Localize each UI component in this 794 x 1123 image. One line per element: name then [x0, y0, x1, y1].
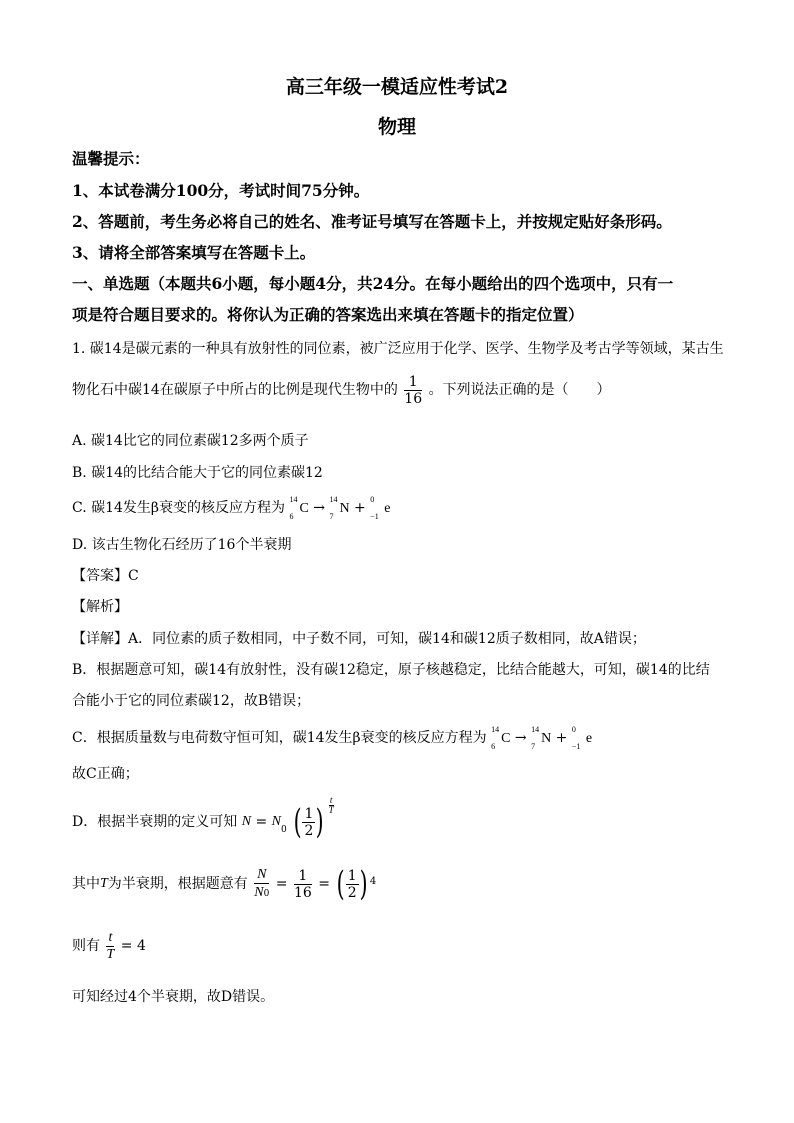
ratio-line [72, 862, 376, 906]
notice-heading: 温馨提示： [72, 149, 150, 168]
option-c [72, 495, 391, 521]
answer-label: 【答案】C [72, 568, 139, 584]
section-heading-line1: 一、单选题（本题共6小题，每小题4分，共24分。在每小题给出的四个选项中，只有一 [72, 274, 674, 293]
ratio-equals-1: = [275, 876, 288, 892]
detail-nuclide-electron: 0 −1 e [571, 725, 593, 751]
formula-n0-sub: 0 [281, 825, 287, 835]
detail-c [72, 725, 593, 751]
right-paren: ) [316, 802, 325, 842]
ratio-var-t: T [100, 876, 108, 891]
notice-item-2: 2、答题前，考生务必将自己的姓名、准考证号填写在答题卡上，并按规定贴好条形码。 [72, 212, 672, 231]
detail-nuclide-carbon: 14 6 C [491, 725, 511, 751]
plus-sign: + [354, 500, 366, 516]
option-a: A. 碳14比它的同位素碳12多两个质子 [72, 433, 309, 449]
detail-nuclide-nitrogen: 14 7 N [531, 725, 552, 751]
half-fraction: $\frac{1}{2}$ [304, 805, 314, 839]
section-heading-line2: 项是符合题目要求的。将你认为正确的答案选出来填在答题卡的指定位置） [72, 305, 584, 324]
ratio-text-pre: 其中 [72, 876, 100, 892]
fraction-denominator: 16 [404, 390, 423, 407]
nuclide-electron: 0 −1 e [370, 495, 391, 521]
stem-text-post: 。下列说法正确的是（ ） [428, 382, 611, 398]
then-equals: = 4 [120, 938, 146, 954]
formula-n0: N [271, 814, 282, 829]
exponent-fraction: $\frac{t}{T}$ [328, 795, 334, 815]
power-right-paren: ) [359, 864, 368, 904]
stem-fraction [404, 374, 422, 407]
stem-text-pre: 物化石中碳14在碳原子中所占的比例是现代生物中的 [72, 382, 398, 398]
detail-d [72, 795, 336, 844]
question-stem-line1: 1. 碳14是碳元素的一种具有放射性的同位素，被广泛应用于化学、医学、生物学及考古学等领域，某古生 [72, 341, 724, 357]
power-left-paren: ( [337, 864, 346, 904]
option-b: B. 碳14的比结合能大于它的同位素碳12 [72, 465, 323, 481]
power-half: $\frac{1}{2}$ [347, 867, 357, 901]
then-line [72, 926, 146, 966]
ratio-fraction: $\frac{N}{N0}$ [254, 866, 270, 900]
notice-item-3: 3、请将全部答案填写在答题卡上。 [72, 243, 316, 262]
left-paren: ( [293, 802, 302, 842]
final-conclusion: 可知经过4个半衰期，故D错误。 [72, 989, 275, 1005]
formula-equals: = [255, 814, 268, 830]
detail-reaction-arrow: → [514, 730, 527, 746]
option-c-text: C. 碳14发生β衰变的核反应方程为 [72, 500, 286, 516]
detail-plus-sign: + [555, 730, 568, 746]
exam-title: 高三年级一模适应性考试2 [285, 76, 509, 98]
question-stem-line2 [72, 372, 611, 408]
ratio-equals-2: = [318, 876, 330, 892]
reaction-arrow: → [313, 500, 326, 516]
t-over-T: $\frac{t}{T}$ [106, 929, 115, 962]
nuclide-nitrogen: 14 7 N [329, 495, 350, 521]
analysis-label: 【解析】 [72, 599, 128, 615]
detail-d-text: D．根据半衰期的定义可知 [72, 814, 238, 830]
option-d: D. 该古生物化石经历了16个半衰期 [72, 537, 292, 553]
detail-c-conclusion: 故C正确； [72, 766, 139, 782]
formula-n: N [241, 814, 252, 829]
detail-b-line2: 合能小于它的同位素碳12，故B错误； [72, 693, 311, 709]
then-text: 则有 [72, 938, 100, 954]
power-exponent: 4 [369, 876, 377, 887]
detail-b-line1: B．根据题意可知，碳14有放射性，没有碳12稳定，原子核越稳定，比结合能越大，可知，碳14的比结 [72, 662, 710, 678]
notice-item-1: 1、本试卷满分100分，考试时间75分钟。 [72, 181, 370, 200]
subject-title: 物理 [377, 116, 416, 138]
nuclide-carbon: 14 6 C [289, 495, 309, 521]
detail-c-text: C．根据质量数与电荷数守恒可知，碳14发生β衰变的核反应方程为 [72, 730, 487, 746]
fraction-numerator: 1 [404, 374, 422, 391]
detail-a: 【详解】A．同位素的质子数相同，中子数不同，可知，碳14和碳12质子数相同，故A错误； [72, 631, 646, 647]
ratio-text-post: 为半衰期，根据题意有 [107, 876, 248, 892]
sixteenth-fraction: $\frac{1}{16}$ [293, 867, 312, 901]
